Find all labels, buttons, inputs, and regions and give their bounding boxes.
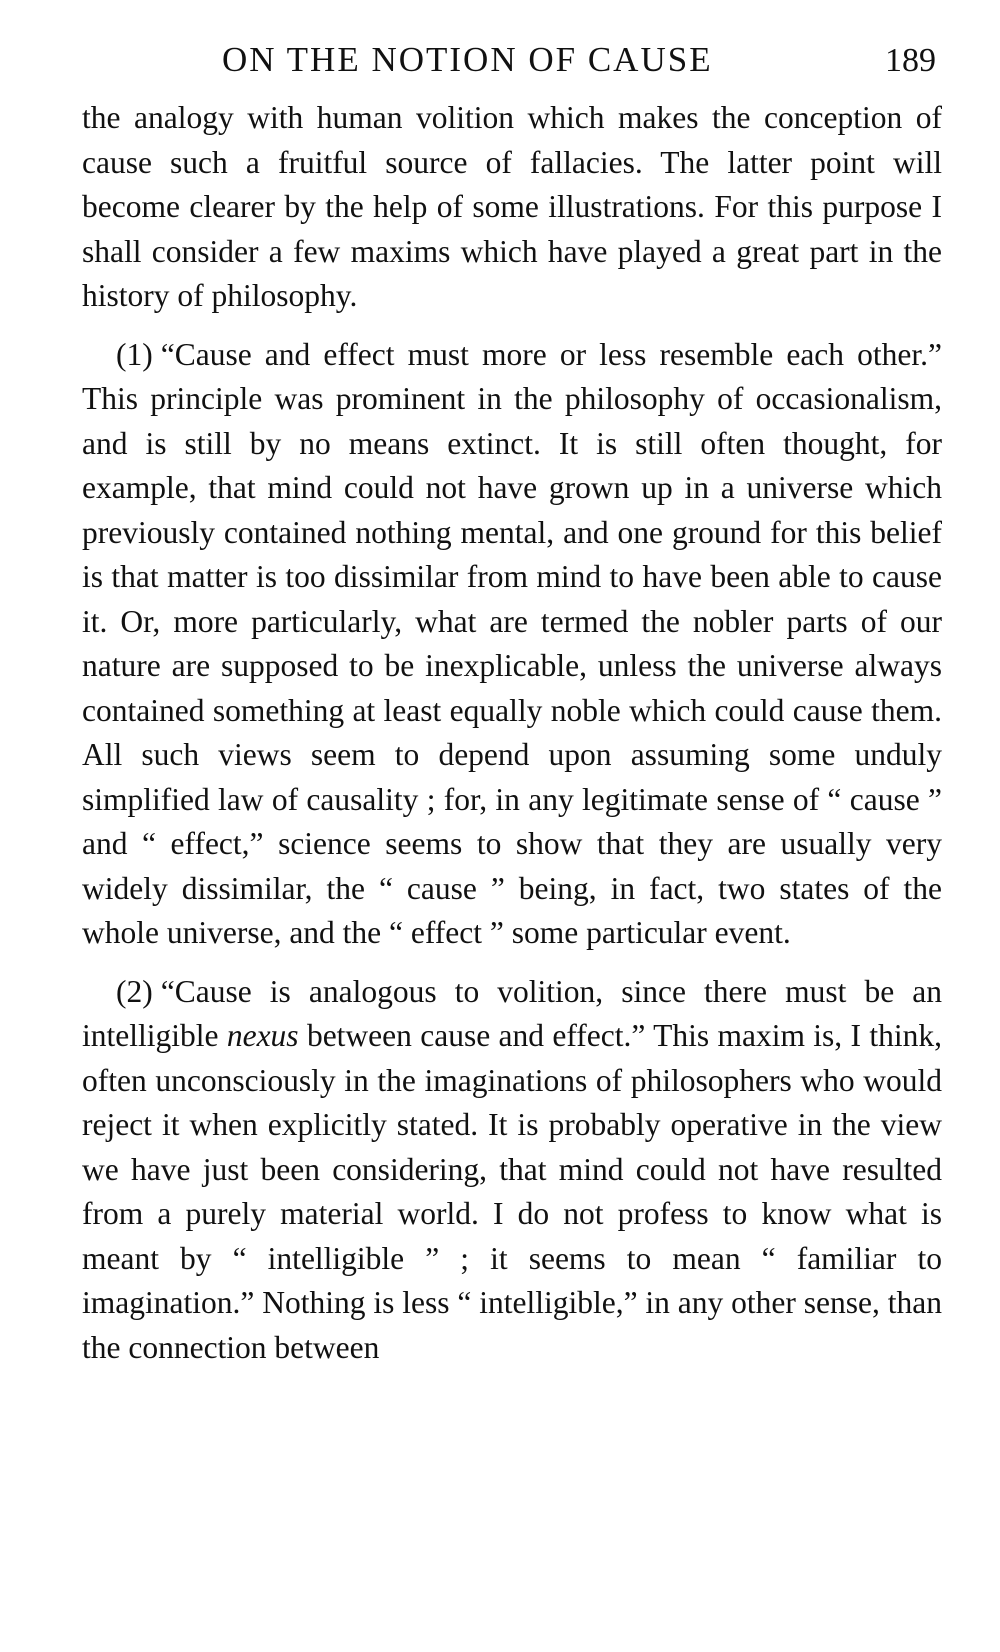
running-title: ON THE NOTION OF CAUSE (222, 40, 713, 79)
maxim-quote: “Cause and effect must more or less resemble each other.” (160, 336, 942, 372)
running-head (82, 40, 942, 96)
paragraph-maxim-2 (82, 970, 942, 1371)
maxim-quote-italic: nexus (226, 1018, 299, 1053)
maxim-discussion: This maxim is, I think, often unconsciously in the imaginations of philosophers who would reject it when explicitly stated. It is probably operative in the view we have just been considering, that mind could not have resulted from a purely material world. I do not profess to know what is meant by “ intelligible ” ; it seems to mean “ familiar to imagination.” Nothing is less “ intelligible,” in any other sense, than the connection between (82, 1018, 943, 1365)
book-page (82, 40, 942, 1370)
maxim-quote-end: between cause and effect.” (306, 1018, 646, 1053)
paragraph-continuation: the analogy with human volition which makes the conception of cause such a fruitful source of fallacies. The latter point will become clearer by the help of some illustrations. For this purpose I shall consider a few maxims which have played a great part in the history of philosophy. (82, 100, 942, 313)
maxim-number: (2) (116, 973, 153, 1009)
maxim-number: (1) (116, 336, 153, 372)
page-number: 189 (885, 42, 936, 79)
paragraph-maxim-1 (82, 333, 942, 956)
maxim-quote-start: “Cause is analogous to volition, since there must be an intelligible (82, 973, 942, 1053)
maxim-discussion: This principle was prominent in the philosophy of occasionalism, and is still by no means extinct. It is still often thought, for example, that mind could not have grown up in a universe which previously contained nothing mental, and one ground for this belief is that matter is too dissimilar from mind to have been able to cause it. Or, more particularly, what are termed the nobler parts of our nature are supposed to be inexplicable, unless the universe always contained something at least equally noble which could cause them. All such views seem to depend upon assuming some unduly simplified law of causality ; for, in any legitimate sense of “ cause ” and “ effect,” science seems to show that they are usually very widely dissimilar, the “ cause ” being, in fact, two states of the whole universe, and the “ effect ” some particular event. (82, 381, 942, 950)
